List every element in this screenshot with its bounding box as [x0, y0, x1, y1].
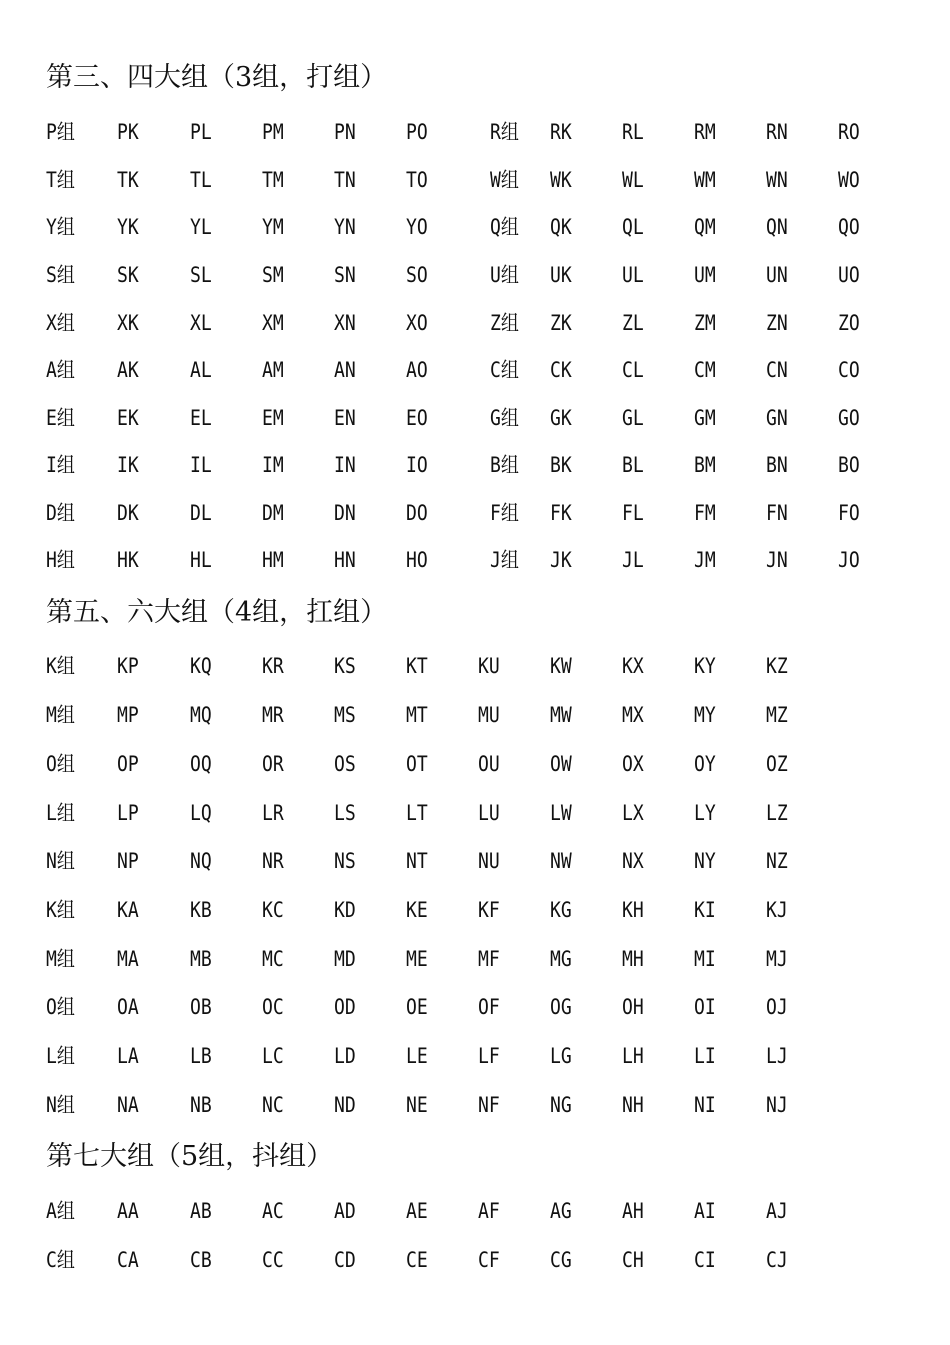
- code-cell: NI: [694, 1093, 716, 1117]
- code-cell: UO: [838, 263, 860, 287]
- group-label: R组: [490, 120, 519, 144]
- code-cell: NE: [406, 1093, 428, 1117]
- group-label: O组: [46, 752, 75, 776]
- code-cell: KH: [622, 898, 644, 922]
- code-cell: AH: [622, 1199, 644, 1223]
- code-cell: KS: [334, 654, 356, 678]
- code-cell: FK: [550, 501, 572, 525]
- code-cell: BN: [766, 453, 788, 477]
- section-heading: 第三、四大组（3组，打组）: [46, 62, 388, 93]
- code-cell: CO: [838, 358, 860, 382]
- code-cell: LQ: [190, 801, 212, 825]
- code-cell: MF: [478, 947, 500, 971]
- code-cell: XL: [190, 311, 212, 335]
- code-cell: RO: [838, 120, 860, 144]
- code-cell: DN: [334, 501, 356, 525]
- code-cell: LS: [334, 801, 356, 825]
- group-label: H组: [46, 548, 75, 572]
- group-label: B组: [490, 453, 519, 477]
- code-cell: NY: [694, 849, 716, 873]
- code-cell: TL: [190, 168, 212, 192]
- code-cell: PK: [117, 120, 139, 144]
- code-cell: KZ: [766, 654, 788, 678]
- code-cell: XM: [262, 311, 284, 335]
- code-cell: EL: [190, 406, 212, 430]
- group-label: Z组: [490, 311, 519, 335]
- code-cell: YL: [190, 215, 212, 239]
- code-cell: UK: [550, 263, 572, 287]
- code-cell: TM: [262, 168, 284, 192]
- group-label: T组: [46, 168, 75, 192]
- code-cell: AJ: [766, 1199, 788, 1223]
- code-cell: KB: [190, 898, 212, 922]
- code-cell: OP: [117, 752, 139, 776]
- code-cell: QM: [694, 215, 716, 239]
- code-cell: QN: [766, 215, 788, 239]
- code-cell: MT: [406, 703, 428, 727]
- code-cell: WM: [694, 168, 716, 192]
- code-cell: LZ: [766, 801, 788, 825]
- code-cell: LC: [262, 1044, 284, 1068]
- code-cell: BM: [694, 453, 716, 477]
- section-heading: 第五、六大组（4组，扛组）: [46, 597, 388, 628]
- code-cell: FN: [766, 501, 788, 525]
- code-cell: SM: [262, 263, 284, 287]
- code-cell: OT: [406, 752, 428, 776]
- code-cell: KJ: [766, 898, 788, 922]
- group-label: W组: [490, 168, 519, 192]
- group-label: C组: [490, 358, 519, 382]
- code-cell: XO: [406, 311, 428, 335]
- group-label: S组: [46, 263, 75, 287]
- code-cell: JM: [694, 548, 716, 572]
- code-cell: KW: [550, 654, 572, 678]
- code-cell: SK: [117, 263, 139, 287]
- code-cell: DK: [117, 501, 139, 525]
- code-cell: AA: [117, 1199, 139, 1223]
- code-cell: LA: [117, 1044, 139, 1068]
- code-cell: FM: [694, 501, 716, 525]
- code-cell: LJ: [766, 1044, 788, 1068]
- code-cell: YK: [117, 215, 139, 239]
- code-cell: FL: [622, 501, 644, 525]
- group-label: A组: [46, 1199, 75, 1223]
- group-label: K组: [46, 898, 75, 922]
- code-cell: KX: [622, 654, 644, 678]
- code-cell: IK: [117, 453, 139, 477]
- code-cell: ZN: [766, 311, 788, 335]
- code-cell: NF: [478, 1093, 500, 1117]
- code-cell: UN: [766, 263, 788, 287]
- code-cell: NT: [406, 849, 428, 873]
- code-cell: ND: [334, 1093, 356, 1117]
- code-cell: LB: [190, 1044, 212, 1068]
- group-label: C组: [46, 1248, 75, 1272]
- code-cell: AD: [334, 1199, 356, 1223]
- code-cell: SO: [406, 263, 428, 287]
- code-cell: OZ: [766, 752, 788, 776]
- group-label: N组: [46, 849, 75, 873]
- code-cell: LH: [622, 1044, 644, 1068]
- group-label: F组: [490, 501, 519, 525]
- code-cell: OB: [190, 995, 212, 1019]
- code-cell: MH: [622, 947, 644, 971]
- code-cell: AI: [694, 1199, 716, 1223]
- code-cell: OQ: [190, 752, 212, 776]
- code-cell: ZK: [550, 311, 572, 335]
- code-cell: NP: [117, 849, 139, 873]
- code-cell: MQ: [190, 703, 212, 727]
- code-cell: AO: [406, 358, 428, 382]
- code-cell: XN: [334, 311, 356, 335]
- code-cell: KT: [406, 654, 428, 678]
- code-cell: KI: [694, 898, 716, 922]
- group-label: A组: [46, 358, 75, 382]
- code-cell: SN: [334, 263, 356, 287]
- code-cell: KD: [334, 898, 356, 922]
- group-label: M组: [46, 703, 75, 727]
- code-cell: OF: [478, 995, 500, 1019]
- code-cell: NA: [117, 1093, 139, 1117]
- code-cell: TN: [334, 168, 356, 192]
- code-cell: YN: [334, 215, 356, 239]
- code-cell: OR: [262, 752, 284, 776]
- code-cell: EM: [262, 406, 284, 430]
- code-cell: PO: [406, 120, 428, 144]
- code-cell: JL: [622, 548, 644, 572]
- code-cell: OH: [622, 995, 644, 1019]
- code-cell: MP: [117, 703, 139, 727]
- group-label: G组: [490, 406, 519, 430]
- code-cell: YO: [406, 215, 428, 239]
- group-label: Y组: [46, 215, 75, 239]
- code-cell: MX: [622, 703, 644, 727]
- code-cell: TO: [406, 168, 428, 192]
- code-cell: IN: [334, 453, 356, 477]
- code-cell: BK: [550, 453, 572, 477]
- group-label: P组: [46, 120, 75, 144]
- code-cell: IO: [406, 453, 428, 477]
- code-cell: OS: [334, 752, 356, 776]
- code-cell: OY: [694, 752, 716, 776]
- code-cell: AL: [190, 358, 212, 382]
- code-cell: CJ: [766, 1248, 788, 1272]
- group-label: N组: [46, 1093, 75, 1117]
- code-cell: IM: [262, 453, 284, 477]
- code-cell: OJ: [766, 995, 788, 1019]
- code-cell: JO: [838, 548, 860, 572]
- code-cell: RN: [766, 120, 788, 144]
- code-cell: NR: [262, 849, 284, 873]
- code-cell: OX: [622, 752, 644, 776]
- code-cell: HL: [190, 548, 212, 572]
- code-cell: GM: [694, 406, 716, 430]
- code-cell: CB: [190, 1248, 212, 1272]
- code-cell: OI: [694, 995, 716, 1019]
- group-label: L组: [46, 1044, 75, 1068]
- code-cell: CE: [406, 1248, 428, 1272]
- code-cell: LW: [550, 801, 572, 825]
- code-cell: OW: [550, 752, 572, 776]
- code-cell: WL: [622, 168, 644, 192]
- code-cell: GK: [550, 406, 572, 430]
- code-cell: NC: [262, 1093, 284, 1117]
- code-cell: RL: [622, 120, 644, 144]
- code-cell: RM: [694, 120, 716, 144]
- code-cell: GN: [766, 406, 788, 430]
- group-label: O组: [46, 995, 75, 1019]
- code-cell: KU: [478, 654, 500, 678]
- code-cell: ZL: [622, 311, 644, 335]
- code-cell: EN: [334, 406, 356, 430]
- code-cell: MR: [262, 703, 284, 727]
- code-cell: OE: [406, 995, 428, 1019]
- group-label: M组: [46, 947, 75, 971]
- code-cell: QL: [622, 215, 644, 239]
- code-cell: EO: [406, 406, 428, 430]
- code-cell: FO: [838, 501, 860, 525]
- code-cell: UM: [694, 263, 716, 287]
- code-cell: MA: [117, 947, 139, 971]
- code-cell: LU: [478, 801, 500, 825]
- code-cell: JN: [766, 548, 788, 572]
- code-cell: AN: [334, 358, 356, 382]
- code-cell: LT: [406, 801, 428, 825]
- code-cell: CC: [262, 1248, 284, 1272]
- code-cell: CM: [694, 358, 716, 382]
- code-cell: MJ: [766, 947, 788, 971]
- code-cell: LD: [334, 1044, 356, 1068]
- code-cell: KY: [694, 654, 716, 678]
- code-cell: AE: [406, 1199, 428, 1223]
- group-label: U组: [490, 263, 519, 287]
- code-cell: WK: [550, 168, 572, 192]
- code-cell: NJ: [766, 1093, 788, 1117]
- code-cell: LG: [550, 1044, 572, 1068]
- code-cell: CG: [550, 1248, 572, 1272]
- code-cell: KE: [406, 898, 428, 922]
- code-cell: NS: [334, 849, 356, 873]
- code-cell: LY: [694, 801, 716, 825]
- code-cell: NZ: [766, 849, 788, 873]
- code-cell: MC: [262, 947, 284, 971]
- code-cell: DL: [190, 501, 212, 525]
- code-cell: YM: [262, 215, 284, 239]
- code-cell: GO: [838, 406, 860, 430]
- code-cell: CK: [550, 358, 572, 382]
- code-cell: AK: [117, 358, 139, 382]
- code-cell: AC: [262, 1199, 284, 1223]
- code-cell: CA: [117, 1248, 139, 1272]
- code-cell: GL: [622, 406, 644, 430]
- code-cell: LI: [694, 1044, 716, 1068]
- code-cell: NG: [550, 1093, 572, 1117]
- code-cell: QO: [838, 215, 860, 239]
- code-cell: MI: [694, 947, 716, 971]
- code-cell: CI: [694, 1248, 716, 1272]
- code-cell: PL: [190, 120, 212, 144]
- group-label: E组: [46, 406, 75, 430]
- code-cell: QK: [550, 215, 572, 239]
- code-cell: KC: [262, 898, 284, 922]
- code-cell: MG: [550, 947, 572, 971]
- code-cell: CF: [478, 1248, 500, 1272]
- code-cell: NQ: [190, 849, 212, 873]
- code-cell: NH: [622, 1093, 644, 1117]
- group-label: I组: [46, 453, 75, 477]
- code-cell: AM: [262, 358, 284, 382]
- code-cell: NW: [550, 849, 572, 873]
- section-heading: 第七大组（5组，抖组）: [46, 1141, 334, 1172]
- code-cell: OU: [478, 752, 500, 776]
- code-cell: MU: [478, 703, 500, 727]
- code-cell: LF: [478, 1044, 500, 1068]
- code-cell: MY: [694, 703, 716, 727]
- code-cell: ZO: [838, 311, 860, 335]
- code-cell: HK: [117, 548, 139, 572]
- code-cell: AG: [550, 1199, 572, 1223]
- code-cell: CL: [622, 358, 644, 382]
- code-cell: KA: [117, 898, 139, 922]
- group-label: K组: [46, 654, 75, 678]
- code-cell: WO: [838, 168, 860, 192]
- code-cell: MW: [550, 703, 572, 727]
- code-cell: RK: [550, 120, 572, 144]
- code-cell: JK: [550, 548, 572, 572]
- group-label: X组: [46, 311, 75, 335]
- code-cell: MB: [190, 947, 212, 971]
- code-cell: ZM: [694, 311, 716, 335]
- code-cell: DM: [262, 501, 284, 525]
- code-cell: TK: [117, 168, 139, 192]
- code-cell: HO: [406, 548, 428, 572]
- code-cell: OC: [262, 995, 284, 1019]
- code-cell: OG: [550, 995, 572, 1019]
- code-cell: LX: [622, 801, 644, 825]
- code-cell: MS: [334, 703, 356, 727]
- code-cell: KP: [117, 654, 139, 678]
- group-label: Q组: [490, 215, 519, 239]
- code-cell: WN: [766, 168, 788, 192]
- code-cell: EK: [117, 406, 139, 430]
- code-cell: KR: [262, 654, 284, 678]
- code-cell: MD: [334, 947, 356, 971]
- code-cell: HN: [334, 548, 356, 572]
- code-cell: AB: [190, 1199, 212, 1223]
- code-cell: OA: [117, 995, 139, 1019]
- code-cell: OD: [334, 995, 356, 1019]
- code-cell: BL: [622, 453, 644, 477]
- code-cell: NB: [190, 1093, 212, 1117]
- code-cell: NX: [622, 849, 644, 873]
- code-cell: SL: [190, 263, 212, 287]
- code-cell: UL: [622, 263, 644, 287]
- code-cell: PN: [334, 120, 356, 144]
- code-cell: KQ: [190, 654, 212, 678]
- code-cell: ME: [406, 947, 428, 971]
- group-label: D组: [46, 501, 75, 525]
- code-cell: CH: [622, 1248, 644, 1272]
- code-cell: AF: [478, 1199, 500, 1223]
- code-cell: PM: [262, 120, 284, 144]
- code-cell: LE: [406, 1044, 428, 1068]
- code-cell: CD: [334, 1248, 356, 1272]
- code-cell: HM: [262, 548, 284, 572]
- group-label: L组: [46, 801, 75, 825]
- code-cell: MZ: [766, 703, 788, 727]
- code-cell: NU: [478, 849, 500, 873]
- code-cell: BO: [838, 453, 860, 477]
- code-cell: IL: [190, 453, 212, 477]
- code-cell: KF: [478, 898, 500, 922]
- code-cell: DO: [406, 501, 428, 525]
- group-label: J组: [490, 548, 519, 572]
- code-cell: CN: [766, 358, 788, 382]
- code-cell: LR: [262, 801, 284, 825]
- code-cell: XK: [117, 311, 139, 335]
- code-cell: LP: [117, 801, 139, 825]
- code-cell: KG: [550, 898, 572, 922]
